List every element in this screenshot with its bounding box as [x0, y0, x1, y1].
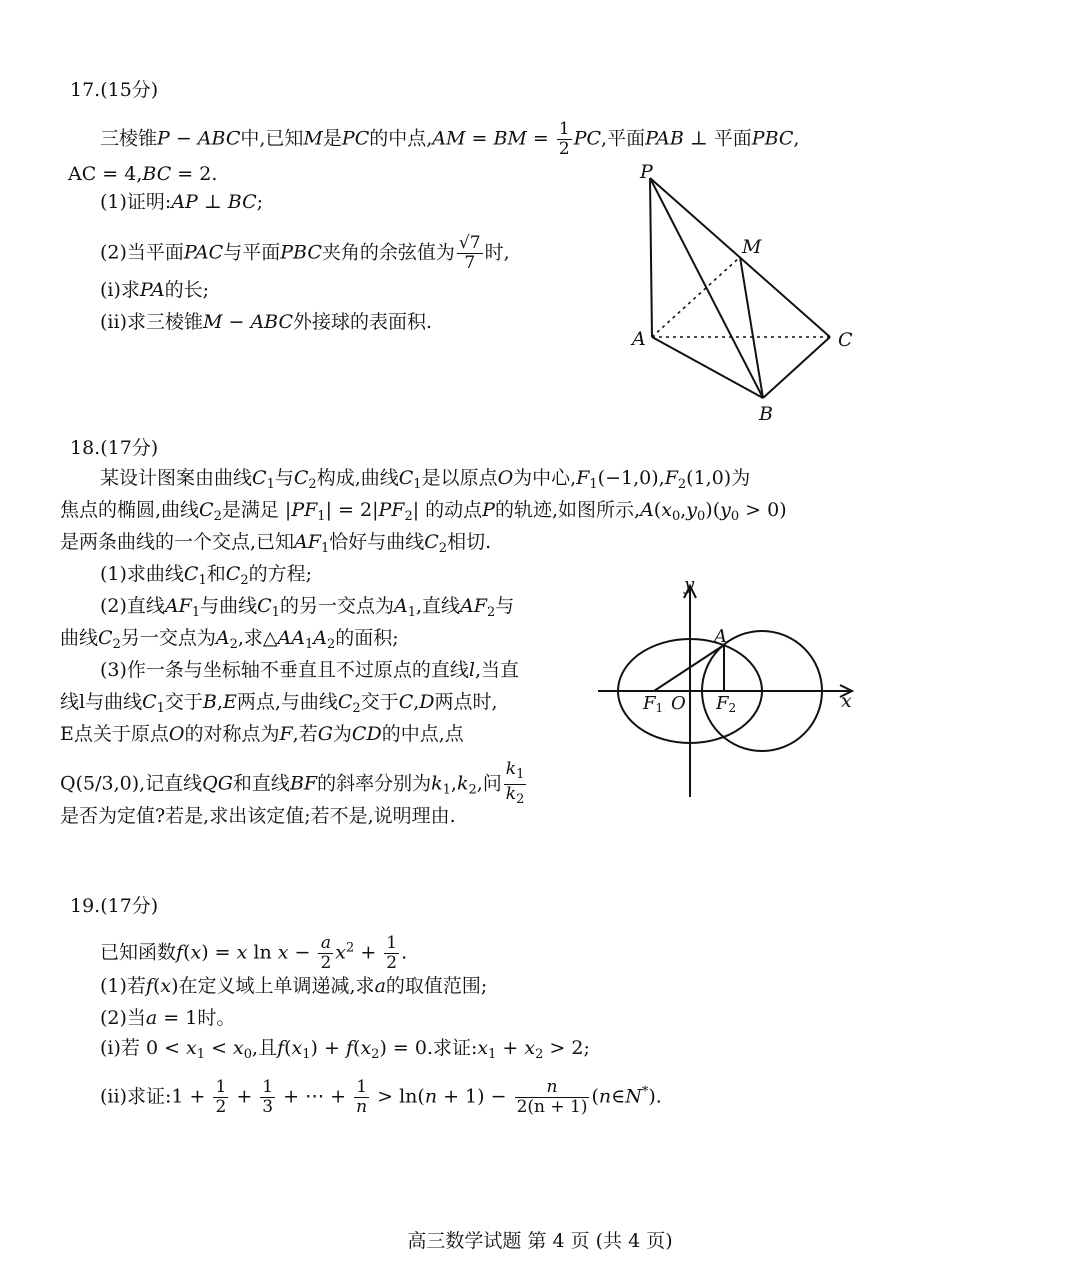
q19-heading: 19.(17分) — [70, 895, 159, 917]
q18-part-3-line-4: Q(5/3,0),记直线QG和直线BF的斜率分别为$k_1,k_2$,问 $\frac{k_1}{k_2}$ — [60, 759, 525, 807]
edge-BC — [763, 337, 830, 398]
label-F1: F1 — [643, 693, 664, 715]
q18-part-2: (2)直线$AF_1$与曲线$C_1$的另一交点为$A_1$,直线$AF_2$与 — [100, 595, 515, 620]
page-footer: 高三数学试题 第 4 页 (共 4 页) — [407, 1230, 673, 1252]
q17-part-1: (1)证明:AP ⊥ BC; — [100, 191, 264, 213]
label-A: A — [632, 328, 646, 350]
axis-label-x: x — [841, 690, 852, 712]
q18-heading: 18.(17分) — [70, 437, 159, 459]
q18-part-1: (1)求曲线$C_1$和$C_2$的方程; — [100, 563, 312, 588]
q19-part-1: (1)若f(x)在定义域上单调递减,求a的取值范围; — [100, 975, 488, 997]
fraction-k1-over-k2: $\frac{k_1}{k_2}$ — [505, 759, 525, 807]
label-C: C — [838, 329, 853, 351]
q18-line-3: 是两条曲线的一个交点,已知$AF_1$恰好与曲线$C_2$相切. — [60, 531, 492, 556]
q18-part-3-line-2: 线l与曲线$C_1$交于B,E两点,与曲线$C_2$交于C,D两点时, — [60, 691, 498, 716]
fraction-1-over-2: $\frac{1}{2}$ — [215, 1077, 227, 1117]
q18-part-3-line-5: 是否为定值?若是,求出该定值;若不是,说明理由. — [60, 805, 456, 827]
q18-part-2-cont: 曲线$C_2$另一交点为$A_2$,求$\triangle AA_1A_2$的面积; — [60, 627, 399, 652]
label-M: M — [742, 236, 762, 258]
q19-part-2-ii: (ii)求证:1 + $\frac{1}{2}$ + $\frac{1}{3}$ + ⋯ + $\frac{1}{n}$ > ln(n + 1) − $\frac{n}{2(n + 1)}$ (n∈N*). — [100, 1077, 662, 1117]
fraction-n-over-2n-plus-2: $\frac{n}{2(n + 1)}$ — [516, 1077, 588, 1117]
q19-part-2: (2)当a = 1时。 — [100, 1007, 236, 1029]
q17-heading: 17.(15分) — [70, 79, 159, 101]
q18-line-1: 某设计图案由曲线$C_1$与$C_2$构成,曲线$C_1$是以原点O为中心$,F_1(-1,0),F_2(1,0)$为 — [100, 467, 751, 492]
fraction-sqrt7-over-7: $\frac{√7}{7}$ — [458, 233, 481, 273]
q19-line-1: 已知函数f(x) = x ln x − $\frac{a}{2}$ $x^2$ + $\frac{1}{2}$ . — [100, 933, 408, 973]
q17-part-2-i: (i)求PA的长; — [100, 279, 210, 301]
q18-part-3-line-3: E点关于原点O的对称点为F,若G为CD的中点,点 — [60, 723, 464, 745]
q18-line-2: 焦点的椭圆,曲线$C_2$是满足 $|PF_1| = 2|PF_2|$ 的动点P的轨迹,如图所示$,A(x_0,y_0)(y_0 > 0)$ — [60, 499, 787, 524]
axis-label-y: y — [684, 574, 695, 595]
q17-line-1: 三棱锥P − ABC中,已知M是PC的中点,AM = BM = $\frac{1}{2}$ PC,平面PAB ⊥ 平面PBC, — [100, 119, 800, 159]
q18-part-3: (3)作一条与坐标轴不垂直且不过原点的直线l,当直 — [100, 659, 520, 681]
label-A: A — [714, 626, 727, 647]
fraction-one-half: $\frac{1}{2}$ — [558, 119, 570, 159]
ellipse-circle-figure — [590, 572, 865, 804]
pyramid-figure — [620, 158, 870, 428]
fraction-1-over-3: $\frac{1}{3}$ — [262, 1077, 274, 1117]
fraction-1-over-n: $\frac{1}{n}$ — [356, 1077, 368, 1117]
label-F2: F2 — [716, 693, 737, 715]
label-O: O — [671, 693, 686, 714]
q17-part-2-ii: (ii)求三棱锥M − ABC外接球的表面积. — [100, 311, 433, 333]
fraction-one-half: $\frac{1}{2}$ — [386, 933, 398, 973]
label-B: B — [759, 403, 773, 425]
fraction-a-over-2: $\frac{a}{2}$ — [320, 933, 332, 973]
q19-part-2-i: (i)若 $0 < x_1 < x_0$,且$f(x_1) + f(x_2) = 0$.求证$:x_1 + x_2 > 2$; — [100, 1037, 590, 1062]
label-P: P — [640, 161, 653, 183]
q17-line-2: AC = 4,BC = 2. — [68, 163, 218, 185]
edge-PA — [650, 178, 652, 337]
q17-part-2: (2)当平面PAC与平面PBC夹角的余弦值为 $\frac{√7}{7}$ 时, — [100, 233, 510, 273]
